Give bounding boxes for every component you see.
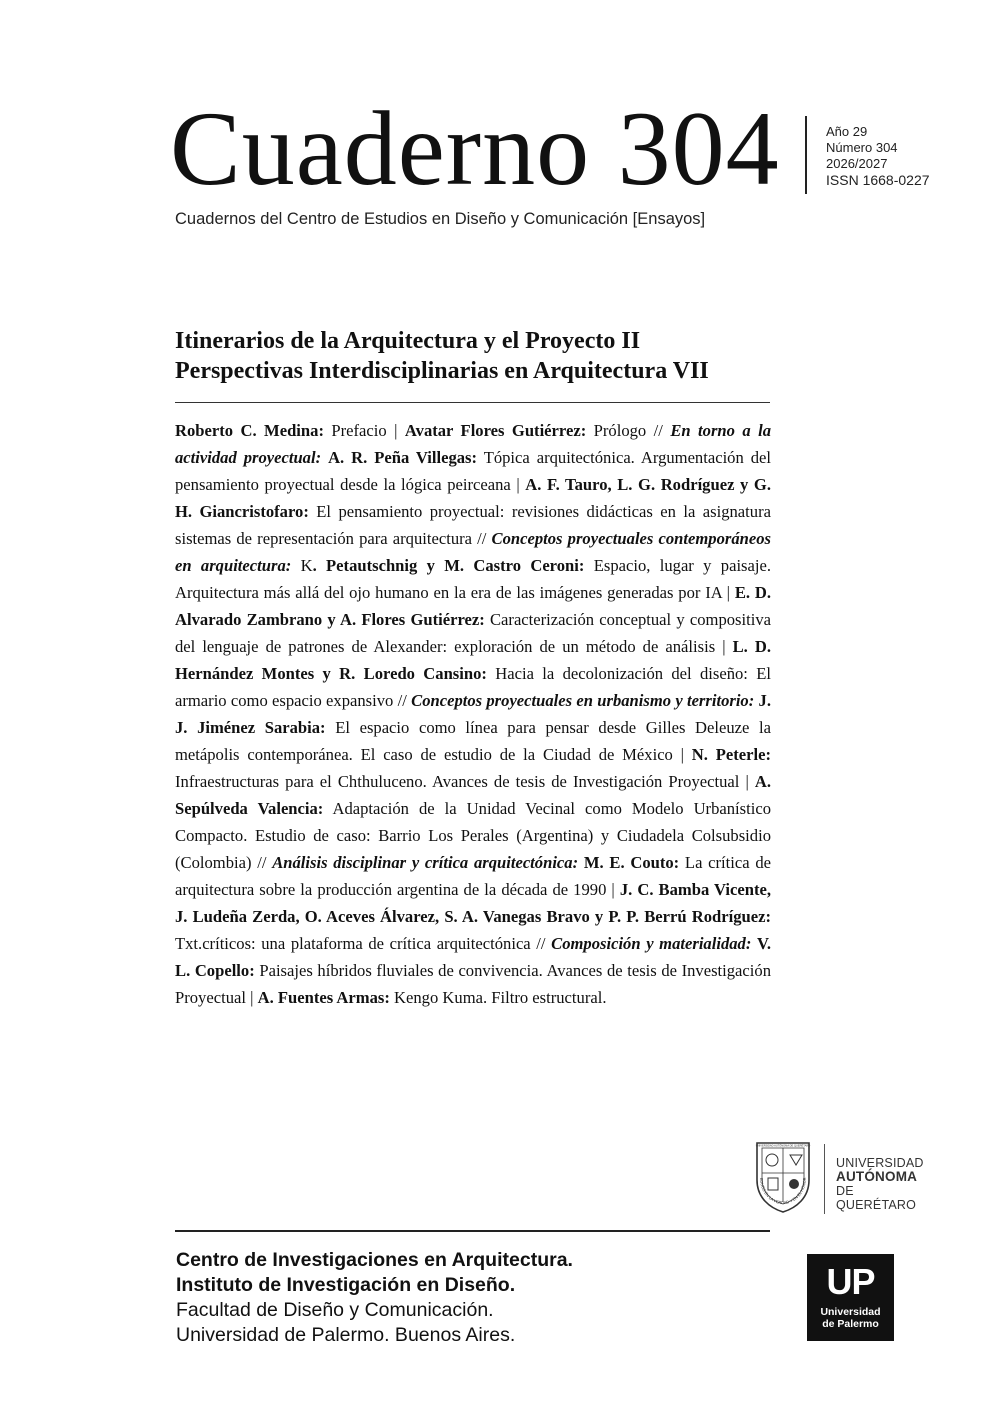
toc-text: Espacio, lugar y paisaje. Arquitectura más allá del ojo humano en la era de las imágenes generadas por IA |	[175, 556, 771, 602]
seal-motto: EDUCO EN LA VERDAD Y EN EL HONOR	[758, 1177, 808, 1206]
toc-text: Prefacio |	[323, 421, 405, 440]
toc-section: Conceptos proyectuales contemporáneos en arquitectura:	[175, 529, 771, 575]
publisher-line-2: Instituto de Investigación en Diseño.	[176, 1274, 516, 1296]
issue-title-line-1: Itinerarios de la Arquitectura y el Proyecto II	[175, 328, 641, 354]
toc-author: J. J. Jiménez Sarabia:	[175, 691, 771, 737]
up-logo-name	[807, 1306, 894, 1330]
toc-author: M. E. Couto:	[583, 853, 680, 872]
toc-author: Roberto C. Medina:	[175, 421, 324, 440]
toc-text: Kengo Kuma. Filtro estructural.	[389, 988, 607, 1007]
toc-author: A. F. Tauro, L. G. Rodríguez y G. H. Giancristofaro:	[175, 475, 771, 521]
toc-text: K	[291, 556, 313, 575]
meta-period: 2026/2027	[826, 156, 888, 171]
publisher-line-1: Centro de Investigaciones en Arquitectura.	[176, 1249, 573, 1271]
meta-number: Número 304	[826, 140, 898, 155]
toc-author: A. Fuentes Armas:	[257, 988, 390, 1007]
uaq-logo	[754, 1140, 934, 1218]
up-logo-mark: UP	[826, 1261, 875, 1302]
toc-text: Paisajes híbridos fluviales de convivencia. Avances de tesis de Investigación Proyectual |	[175, 961, 771, 1007]
toc-author: N. Peterle:	[691, 745, 771, 764]
toc-section: En torno a la actividad proyectual:	[175, 421, 771, 467]
meta-divider	[805, 116, 807, 194]
publisher-line-4: Universidad de Palermo. Buenos Aires.	[176, 1324, 516, 1346]
uaq-divider	[824, 1144, 825, 1214]
toc-text: El pensamiento proyectual: revisiones didácticas en la asignatura sistemas de representación para arquitectura //	[175, 502, 771, 548]
publisher-line-3: Facultad de Diseño y Comunicación.	[176, 1299, 494, 1321]
up-logo	[807, 1254, 894, 1341]
toc-author: A. Sepúlveda Valencia:	[175, 772, 771, 818]
toc-text: El espacio como línea para pensar desde Gilles Deleuze la metápolis contemporánea. El caso de estudio de la Ciudad de México |	[175, 718, 771, 764]
up-logo-line-1: Universidad	[820, 1306, 881, 1318]
toc-author: . Petautschnig y M. Castro Ceroni:	[312, 556, 585, 575]
toc-text: Txt.críticos: una plataforma de crítica arquitectónica //	[175, 934, 552, 953]
toc-author: E. D. Alvarado Zambrano y A. Flores Gutiérrez:	[175, 583, 771, 629]
seal-name: UNIVERSIDAD AUTÓNOMA DE QUERÉTARO	[755, 1144, 811, 1148]
toc-text: Tópica arquitectónica. Argumentación del pensamiento proyectual desde la lógica peirceana |	[175, 448, 771, 494]
issue-title-line-2: Perspectivas Interdisciplinarias en Arquitectura VII	[175, 358, 709, 384]
toc-section: Composición y materialidad:	[551, 934, 752, 953]
toc-text: Caracterización conceptual y compositiva del lenguaje de patrones de Alexander: exploración de un método de análisis |	[175, 610, 771, 656]
toc-author: A. R. Peña Villegas:	[328, 448, 478, 467]
divider-bottom	[175, 1230, 770, 1232]
meta-issn: ISSN 1668-0227	[826, 172, 930, 188]
uaq-line-2: AUTÓNOMA	[836, 1169, 918, 1184]
meta-year: Año 29	[826, 124, 868, 139]
toc-text: Adaptación de la Unidad Vecinal como Modelo Urbanístico Compacto. Estudio de caso: Barrio Los Perales (Argentina) y Ciudadela Colsubsidio (Colombia) //	[175, 799, 771, 872]
toc-text: Prólogo //	[586, 421, 671, 440]
up-logo-line-2: de Palermo	[822, 1318, 879, 1330]
table-of-contents	[175, 417, 771, 1011]
issue-title	[175, 326, 775, 386]
toc-author: Avatar Flores Gutiérrez:	[404, 421, 587, 440]
divider-top	[175, 402, 770, 403]
toc-author: L. D. Hernández Montes y R. Loredo Cansino:	[175, 637, 772, 683]
publisher-info	[176, 1248, 573, 1348]
toc-section: Conceptos proyectuales en urbanismo y territorio:	[411, 691, 755, 710]
toc-author: J. C. Bamba Vicente, J. Ludeña Zerda, O. Aceves Álvarez, S. A. Vanegas Bravo y P. P. Berrú Rodríguez:	[175, 880, 771, 926]
issue-meta	[826, 124, 930, 188]
toc-section: Análisis disciplinar y crítica arquitectónica:	[272, 853, 579, 872]
uaq-line-1: UNIVERSIDAD	[836, 1156, 924, 1170]
uaq-line-3: DE QUERÉTARO	[836, 1184, 917, 1212]
journal-subtitle: Cuadernos del Centro de Estudios en Diseño y Comunicación [Ensayos]	[175, 210, 706, 228]
toc-author: V. L. Copello:	[175, 934, 771, 980]
journal-title: Cuaderno 304	[170, 90, 780, 207]
toc-text: Hacia la decolonización del diseño: El armario como espacio expansivo //	[175, 664, 771, 710]
uaq-wordmark	[836, 1156, 934, 1212]
toc-text: Infraestructuras para el Chthuluceno. Avances de tesis de Investigación Proyectual |	[175, 772, 755, 791]
toc-text: La crítica de arquitectura sobre la producción argentina de la década de 1990 |	[175, 853, 771, 899]
university-seal-icon	[754, 1140, 812, 1214]
